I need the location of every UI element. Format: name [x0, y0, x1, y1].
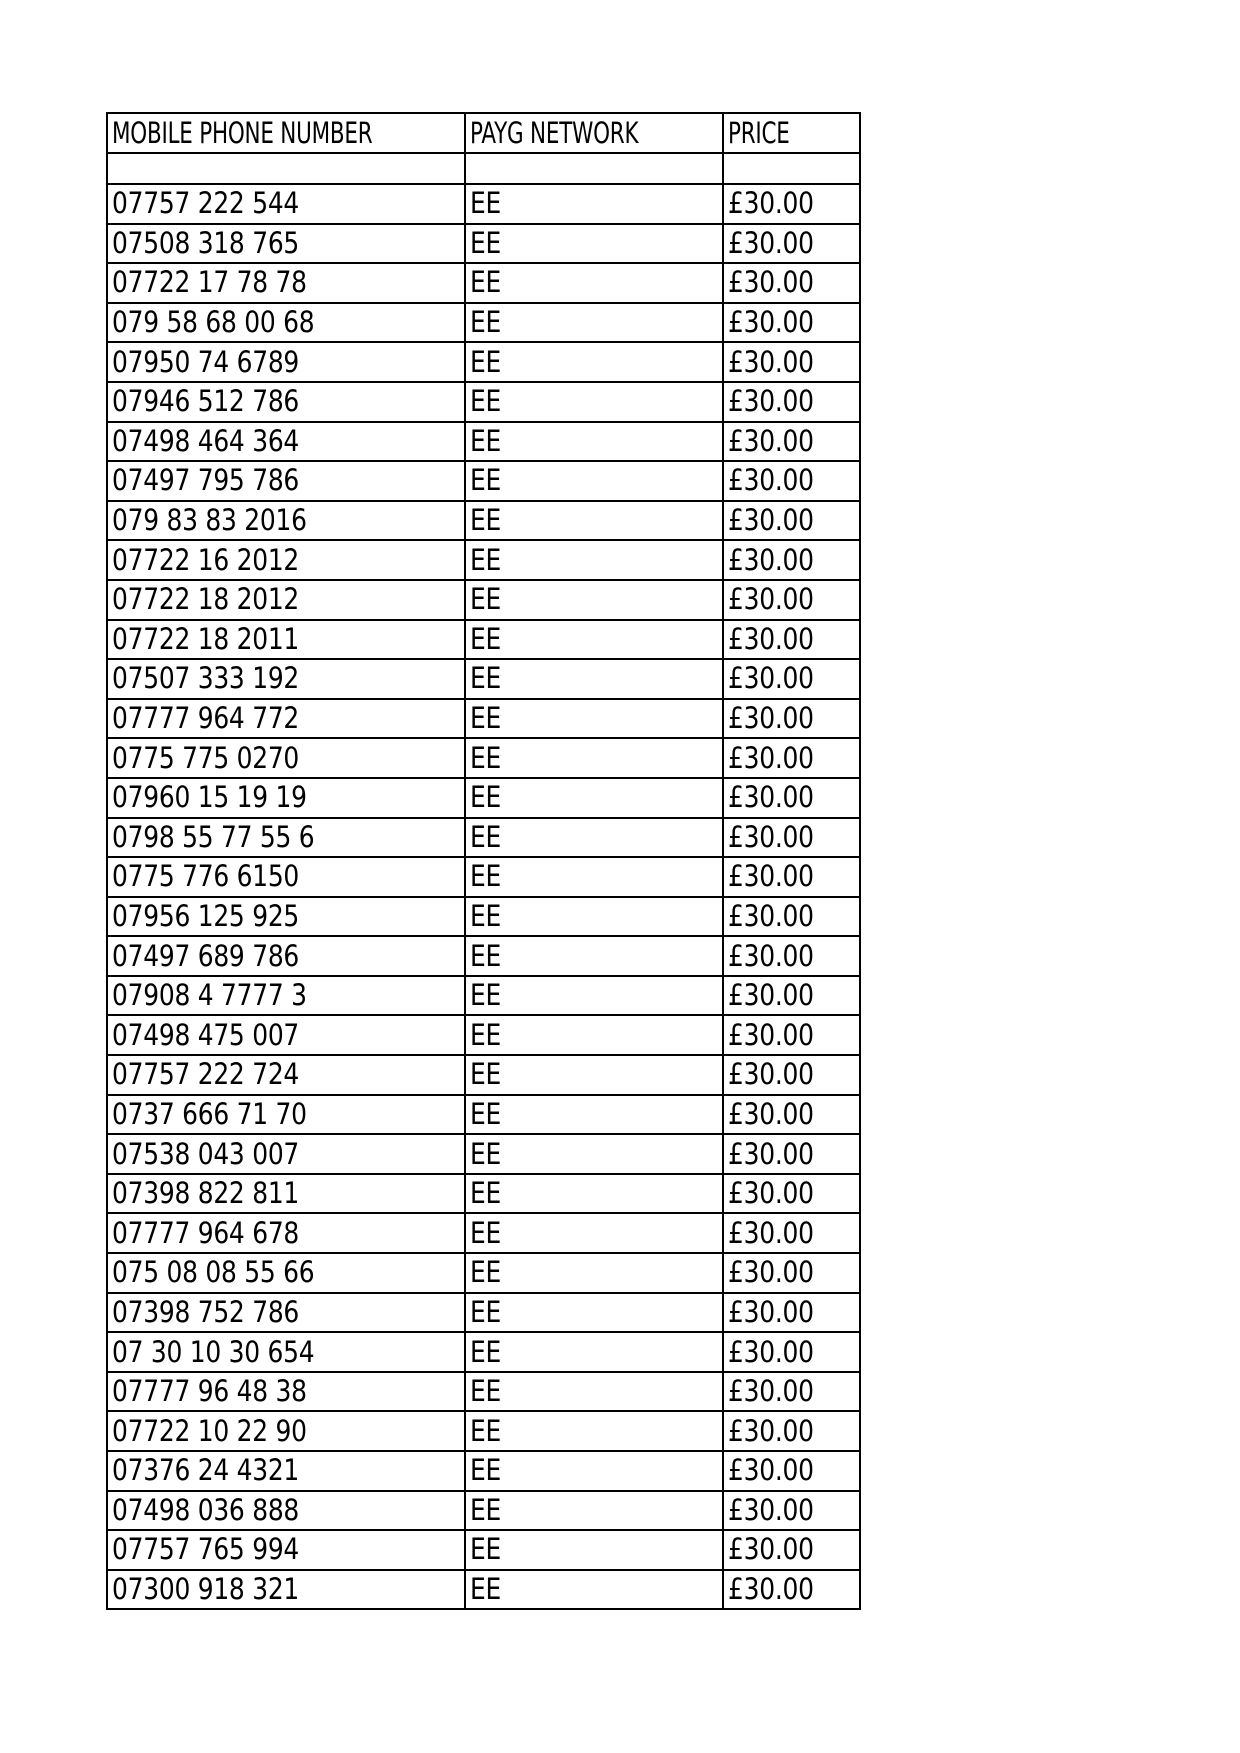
price-cell: £30.00 — [723, 382, 860, 422]
phone-number-cell: 07960 15 19 19 — [107, 778, 465, 818]
phone-number-cell: 07497 689 786 — [107, 936, 465, 976]
table-row — [107, 1411, 860, 1451]
table-row — [107, 1134, 860, 1174]
network-cell: EE — [465, 1095, 723, 1135]
table-row — [107, 1491, 860, 1531]
price-cell: £30.00 — [723, 1332, 860, 1372]
table-row — [107, 224, 860, 264]
price-cell: £30.00 — [723, 857, 860, 897]
phone-number-cell: 07508 318 765 — [107, 224, 465, 264]
table-row — [107, 422, 860, 462]
network-cell: EE — [465, 699, 723, 739]
table-row — [107, 1015, 860, 1055]
phone-number-cell: 07722 17 78 78 — [107, 263, 465, 303]
table-row — [107, 263, 860, 303]
table-row — [107, 897, 860, 937]
network-cell: EE — [465, 1570, 723, 1610]
table-row — [107, 382, 860, 422]
phone-number-cell: 07498 464 364 — [107, 422, 465, 462]
table-row — [107, 818, 860, 858]
price-cell: £30.00 — [723, 461, 860, 501]
price-cell: £30.00 — [723, 263, 860, 303]
phone-number-price-table — [106, 112, 861, 1610]
price-cell: £30.00 — [723, 1134, 860, 1174]
network-cell: EE — [465, 738, 723, 778]
price-cell: £30.00 — [723, 1015, 860, 1055]
phone-number-cell: 075 08 08 55 66 — [107, 1253, 465, 1293]
phone-number-cell: 07757 765 994 — [107, 1530, 465, 1570]
header-row — [107, 113, 860, 153]
table-row — [107, 184, 860, 224]
table-row — [107, 1213, 860, 1253]
phone-number-cell: 07777 96 48 38 — [107, 1372, 465, 1412]
network-cell: EE — [465, 1332, 723, 1372]
table-row — [107, 1530, 860, 1570]
phone-number-cell: 07777 964 772 — [107, 699, 465, 739]
price-cell: £30.00 — [723, 1213, 860, 1253]
network-cell: EE — [465, 263, 723, 303]
price-cell: £30.00 — [723, 1451, 860, 1491]
network-cell: EE — [465, 1411, 723, 1451]
network-cell: EE — [465, 1253, 723, 1293]
header-mobile-phone-number: MOBILE PHONE NUMBER — [107, 113, 465, 153]
network-cell: EE — [465, 620, 723, 660]
phone-number-cell: 0737 666 71 70 — [107, 1095, 465, 1135]
price-cell: £30.00 — [723, 303, 860, 343]
phone-number-cell: 07538 043 007 — [107, 1134, 465, 1174]
phone-number-cell: 07507 333 192 — [107, 659, 465, 699]
network-cell: EE — [465, 778, 723, 818]
price-cell: £30.00 — [723, 976, 860, 1016]
price-cell: £30.00 — [723, 422, 860, 462]
network-cell: EE — [465, 818, 723, 858]
network-cell: EE — [465, 1451, 723, 1491]
table-row — [107, 1055, 860, 1095]
blank-cell — [723, 153, 860, 184]
network-cell: EE — [465, 342, 723, 382]
phone-number-cell: 07498 475 007 — [107, 1015, 465, 1055]
network-cell: EE — [465, 1530, 723, 1570]
phone-number-cell: 07722 16 2012 — [107, 540, 465, 580]
phone-number-cell: 07757 222 544 — [107, 184, 465, 224]
network-cell: EE — [465, 897, 723, 937]
phone-number-cell: 0798 55 77 55 6 — [107, 818, 465, 858]
price-cell: £30.00 — [723, 738, 860, 778]
network-cell: EE — [465, 1134, 723, 1174]
price-cell: £30.00 — [723, 936, 860, 976]
table-row — [107, 738, 860, 778]
price-cell: £30.00 — [723, 1411, 860, 1451]
phone-number-cell: 0775 776 6150 — [107, 857, 465, 897]
phone-number-cell: 07722 18 2011 — [107, 620, 465, 660]
phone-number-cell: 07908 4 7777 3 — [107, 976, 465, 1016]
network-cell: EE — [465, 976, 723, 1016]
network-cell: EE — [465, 1213, 723, 1253]
network-cell: EE — [465, 501, 723, 541]
phone-number-cell: 079 83 83 2016 — [107, 501, 465, 541]
network-cell: EE — [465, 580, 723, 620]
phone-number-cell: 07956 125 925 — [107, 897, 465, 937]
phone-number-cell: 07946 512 786 — [107, 382, 465, 422]
network-cell: EE — [465, 1015, 723, 1055]
table-row — [107, 857, 860, 897]
network-cell: EE — [465, 461, 723, 501]
table-row — [107, 540, 860, 580]
header-price: PRICE — [723, 113, 860, 153]
phone-number-cell: 07757 222 724 — [107, 1055, 465, 1095]
phone-number-cell: 07722 18 2012 — [107, 580, 465, 620]
header-payg-network: PAYG NETWORK — [465, 113, 723, 153]
table-row — [107, 1451, 860, 1491]
network-cell: EE — [465, 659, 723, 699]
price-cell: £30.00 — [723, 342, 860, 382]
network-cell: EE — [465, 1372, 723, 1412]
table-row — [107, 699, 860, 739]
network-cell: EE — [465, 857, 723, 897]
table-row — [107, 936, 860, 976]
price-cell: £30.00 — [723, 580, 860, 620]
table-row — [107, 501, 860, 541]
blank-cell — [107, 153, 465, 184]
price-cell: £30.00 — [723, 1253, 860, 1293]
price-cell: £30.00 — [723, 818, 860, 858]
table-row — [107, 1174, 860, 1214]
phone-number-cell: 07497 795 786 — [107, 461, 465, 501]
network-cell: EE — [465, 1293, 723, 1333]
price-cell: £30.00 — [723, 1491, 860, 1531]
phone-number-cell: 07300 918 321 — [107, 1570, 465, 1610]
network-cell: EE — [465, 224, 723, 264]
price-cell: £30.00 — [723, 1174, 860, 1214]
phone-number-cell: 07950 74 6789 — [107, 342, 465, 382]
network-cell: EE — [465, 1174, 723, 1214]
table-row — [107, 461, 860, 501]
phone-number-cell: 07398 822 811 — [107, 1174, 465, 1214]
network-cell: EE — [465, 184, 723, 224]
network-cell: EE — [465, 422, 723, 462]
table-row — [107, 620, 860, 660]
price-cell: £30.00 — [723, 540, 860, 580]
price-cell: £30.00 — [723, 699, 860, 739]
table-row — [107, 1095, 860, 1135]
blank-cell — [465, 153, 723, 184]
price-cell: £30.00 — [723, 620, 860, 660]
table-row — [107, 1293, 860, 1333]
table-row — [107, 1372, 860, 1412]
network-cell: EE — [465, 936, 723, 976]
table-row — [107, 342, 860, 382]
phone-number-cell: 07777 964 678 — [107, 1213, 465, 1253]
table-row — [107, 1253, 860, 1293]
table-row — [107, 1570, 860, 1610]
table-row — [107, 580, 860, 620]
price-cell: £30.00 — [723, 659, 860, 699]
price-cell: £30.00 — [723, 1570, 860, 1610]
price-cell: £30.00 — [723, 1530, 860, 1570]
network-cell: EE — [465, 303, 723, 343]
phone-number-cell: 07722 10 22 90 — [107, 1411, 465, 1451]
price-cell: £30.00 — [723, 224, 860, 264]
price-cell: £30.00 — [723, 1372, 860, 1412]
price-cell: £30.00 — [723, 1293, 860, 1333]
price-cell: £30.00 — [723, 1055, 860, 1095]
phone-number-cell: 07398 752 786 — [107, 1293, 465, 1333]
blank-row — [107, 153, 860, 184]
price-cell: £30.00 — [723, 897, 860, 937]
phone-number-cell: 079 58 68 00 68 — [107, 303, 465, 343]
price-cell: £30.00 — [723, 501, 860, 541]
network-cell: EE — [465, 1055, 723, 1095]
price-cell: £30.00 — [723, 1095, 860, 1135]
phone-number-cell: 07498 036 888 — [107, 1491, 465, 1531]
network-cell: EE — [465, 540, 723, 580]
table-row — [107, 778, 860, 818]
phone-number-cell: 0775 775 0270 — [107, 738, 465, 778]
table-row — [107, 303, 860, 343]
table-row — [107, 976, 860, 1016]
price-cell: £30.00 — [723, 184, 860, 224]
phone-number-cell: 07 30 10 30 654 — [107, 1332, 465, 1372]
price-cell: £30.00 — [723, 778, 860, 818]
phone-number-cell: 07376 24 4321 — [107, 1451, 465, 1491]
network-cell: EE — [465, 1491, 723, 1531]
table-row — [107, 659, 860, 699]
network-cell: EE — [465, 382, 723, 422]
table-row — [107, 1332, 860, 1372]
